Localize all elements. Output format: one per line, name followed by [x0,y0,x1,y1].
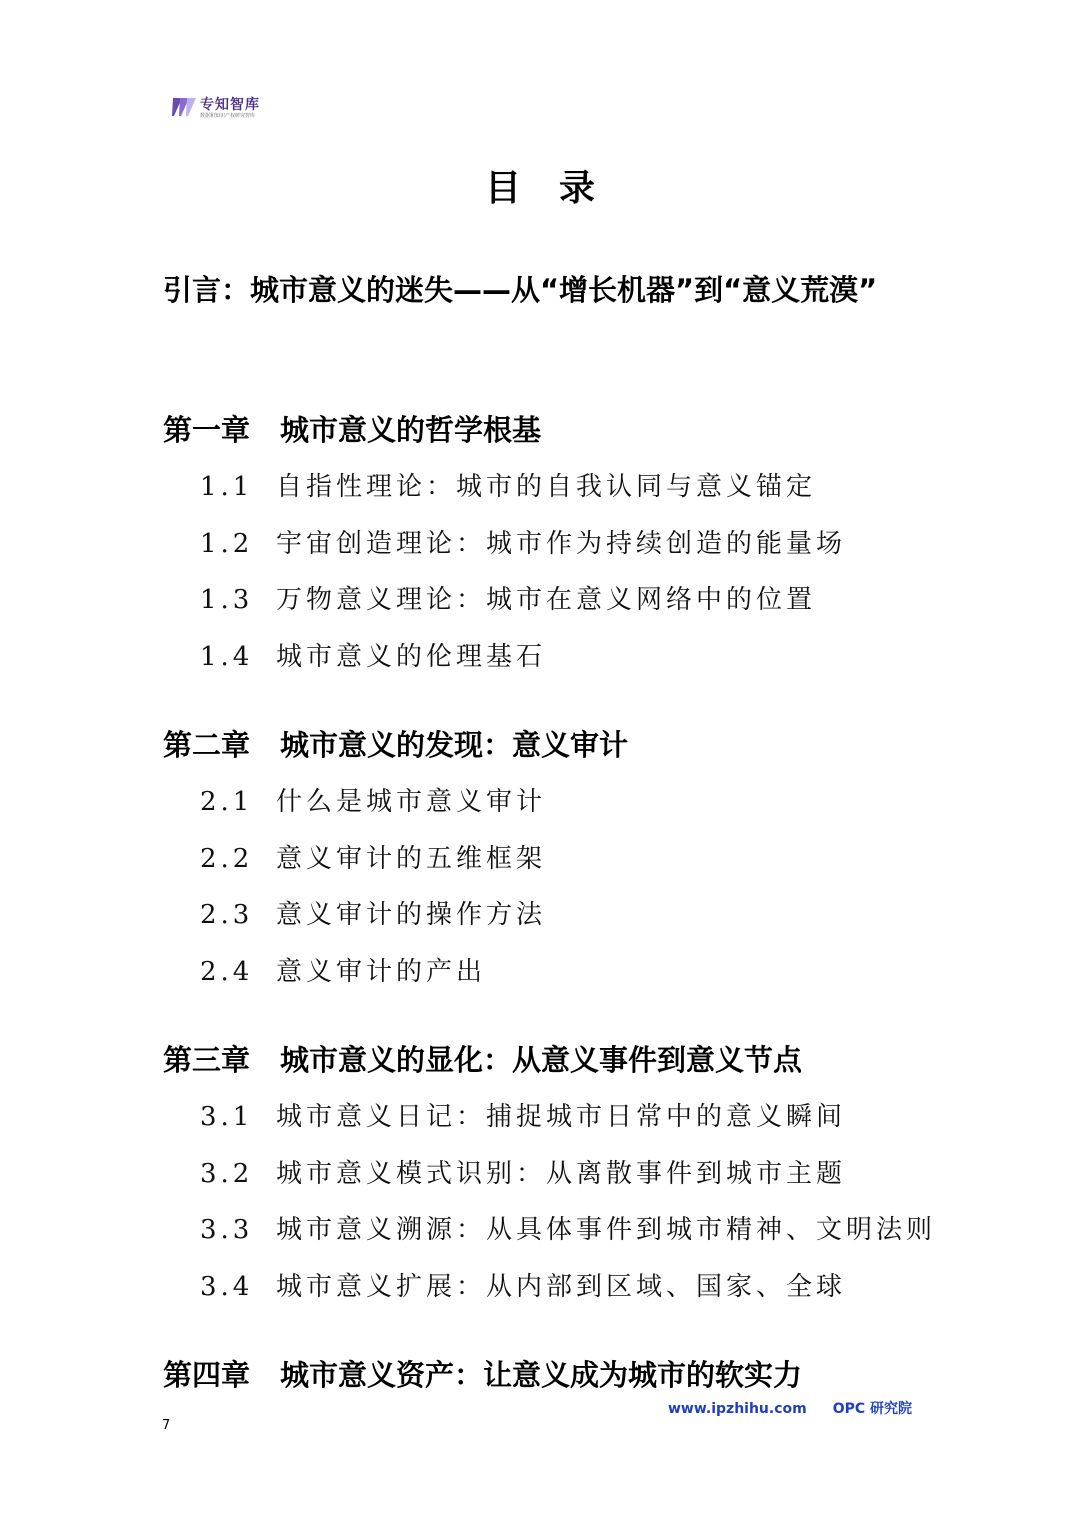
section-number: 1.1 [200,472,254,502]
chapter-heading [163,1353,802,1394]
section-number: 3.2 [200,1159,254,1189]
chapter-title: 城市意义资产：让意义成为城市的软实力 [280,1358,803,1392]
section-entry [200,894,546,931]
section-number: 2.2 [200,844,254,874]
section-title: 万物意义理论：城市在意义网络中的位置 [276,585,817,615]
logo-subtitle: 数据和知识产权研究智库 [200,113,256,119]
section-title: 城市意义的伦理基石 [276,642,547,672]
section-title: 意义审计的产出 [276,957,487,987]
section-title: 意义审计的操作方法 [276,900,547,930]
page-number: 7 [162,1418,171,1433]
org-name: OPC 研究院 [832,1401,913,1417]
section-entry [200,781,546,818]
chapter-number: 第二章 [163,728,251,762]
section-number: 1.4 [200,642,254,672]
section-number: 1.3 [200,585,254,615]
section-title: 宇宙创造理论：城市作为持续创造的能量场 [276,529,847,559]
section-entry [200,466,816,503]
section-entry [200,1153,846,1190]
section-entry [200,1266,846,1303]
website-link[interactable]: www.ipzhihu.com [668,1401,807,1417]
section-entry [200,1209,936,1246]
page-title: 目录 [484,168,633,209]
section-entry [200,1096,846,1133]
section-number: 2.3 [200,900,254,930]
section-title: 城市意义日记：捕捉城市日常中的意义瞬间 [276,1102,847,1132]
logo-name: 专知智库 [200,97,260,113]
section-entry [200,636,546,673]
chapter-heading [163,1038,802,1079]
section-entry [200,579,816,616]
footer-links [668,1398,912,1418]
toc-intro: 引言：城市意义的迷失——从“增长机器”到“意义荒漠” [163,273,878,307]
section-title: 城市意义模式识别：从离散事件到城市主题 [276,1159,847,1189]
section-title: 意义审计的五维框架 [276,844,547,874]
section-number: 3.1 [200,1102,254,1132]
chapter-number: 第四章 [163,1358,251,1392]
section-entry [200,838,546,875]
chapter-heading [163,723,628,764]
section-number: 3.3 [200,1215,254,1245]
chapter-title: 城市意义的哲学根基 [280,413,542,447]
section-entry [200,951,486,988]
chapter-title: 城市意义的显化：从意义事件到意义节点 [280,1043,803,1077]
logo-mark-icon [172,96,196,118]
section-entry [200,523,846,560]
chapter-title: 城市意义的发现：意义审计 [280,728,629,762]
section-number: 3.4 [200,1272,254,1302]
section-title: 城市意义溯源：从具体事件到城市精神、文明法则 [276,1215,937,1245]
chapter-number: 第一章 [163,413,251,447]
section-number: 2.1 [200,787,254,817]
section-title: 自指性理论：城市的自我认同与意义锚定 [276,472,817,502]
section-number: 1.2 [200,529,254,559]
chapter-heading [163,408,541,449]
chapter-number: 第三章 [163,1043,251,1077]
section-number: 2.4 [200,957,254,987]
section-title: 什么是城市意义审计 [276,787,547,817]
section-title: 城市意义扩展：从内部到区域、国家、全球 [276,1272,847,1302]
